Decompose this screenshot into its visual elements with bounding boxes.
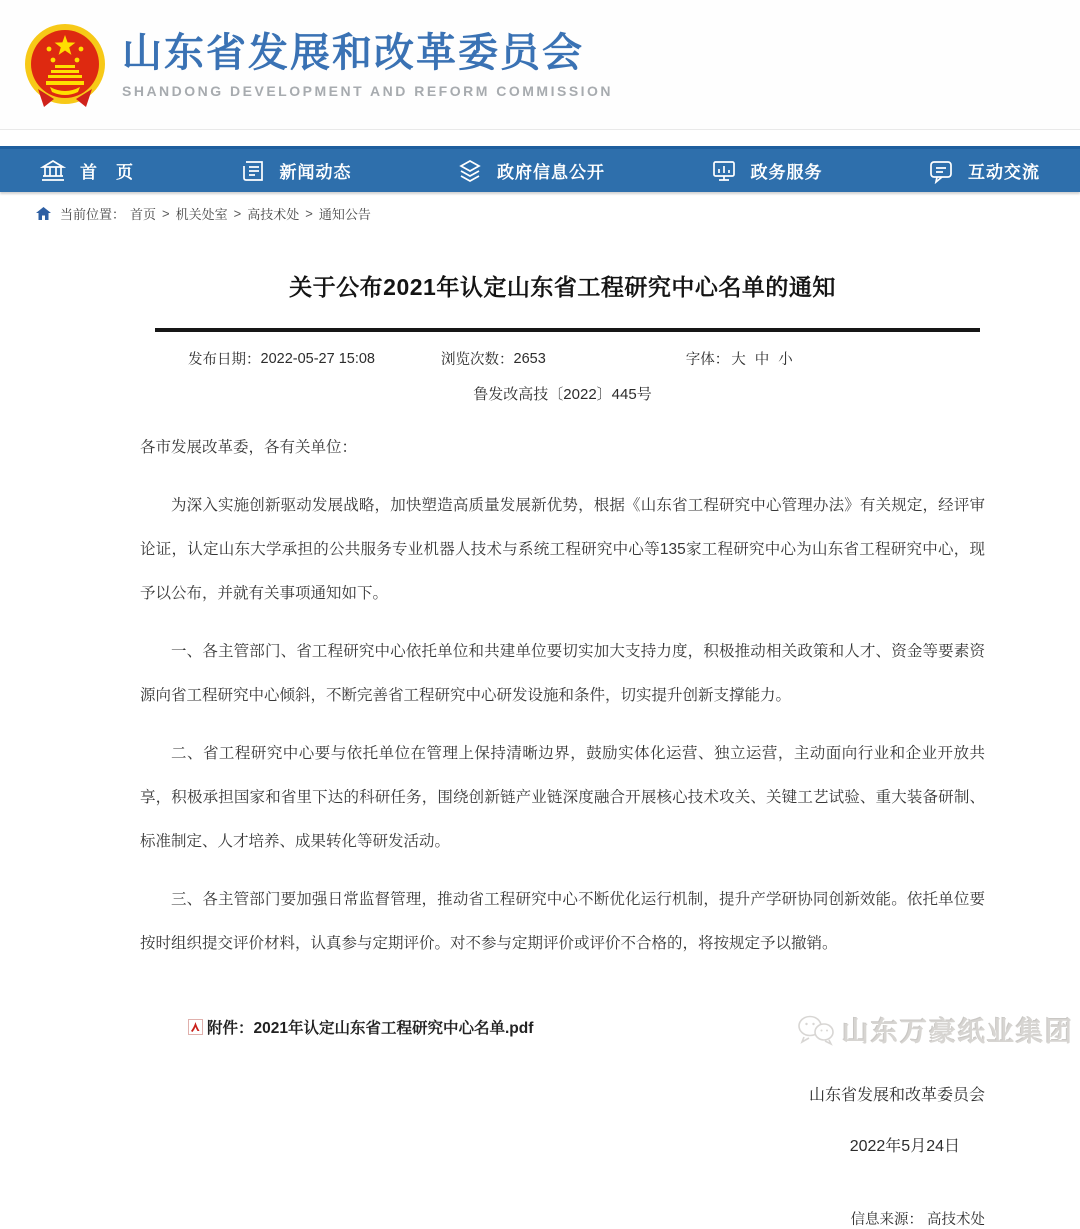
font-size-control <box>686 348 793 369</box>
nav-label-interaction: 互动交流 <box>968 163 1040 182</box>
site-header <box>0 0 1080 130</box>
pdf-icon <box>188 1019 203 1035</box>
breadcrumb-separator: > <box>162 206 170 221</box>
watermark-text: 山东万豪纸业集团 <box>842 1017 1074 1047</box>
nav-label-services: 政务服务 <box>750 163 823 182</box>
breadcrumb-item-offices[interactable]: 机关处室 <box>175 207 228 222</box>
breadcrumb <box>36 204 1080 223</box>
article-body <box>140 426 985 966</box>
chat-icon <box>928 158 954 184</box>
nav-item-news[interactable] <box>240 158 352 184</box>
breadcrumb-item-hightech[interactable]: 高技术处 <box>247 207 300 222</box>
view-count <box>441 348 546 369</box>
monitor-icon <box>711 158 737 184</box>
breadcrumb-item-home[interactable]: 首页 <box>130 207 157 222</box>
newspaper-icon <box>240 158 266 184</box>
attachment-label: 附件： <box>207 1020 254 1037</box>
national-emblem-logo <box>24 23 106 109</box>
article-content <box>140 269 985 1229</box>
attachment-file-link[interactable]: 2021年认定山东省工程研究中心名单.pdf <box>253 1020 534 1037</box>
signature-date: 2022年5月24日 <box>849 1138 960 1155</box>
wechat-icon <box>796 1013 836 1047</box>
nav-item-services[interactable] <box>711 158 823 184</box>
site-title: 山东省发展和改革委员会 <box>122 30 584 75</box>
nav-item-interaction[interactable] <box>928 158 1040 184</box>
publish-date-label: 发布日期： <box>188 352 261 368</box>
nav-item-gov-info[interactable] <box>457 158 605 184</box>
layers-icon <box>457 158 483 184</box>
title-divider <box>155 328 980 332</box>
font-size-large-button[interactable]: 大 <box>731 352 746 368</box>
publish-date <box>188 348 375 369</box>
signature-block <box>140 1082 985 1156</box>
nav-label-news: 新闻动态 <box>279 163 352 182</box>
info-source <box>140 1208 985 1229</box>
paragraph-item-2: 二、省工程研究中心要与依托单位在管理上保持清晰边界，鼓励实体化运营、独立运营，主动面向行业和企业开放共享，积极承担国家和省里下达的科研任务，围绕创新链产业链深度融合开展核心技术攻关、关键工艺试验、重大装备研制、标准制定、人才培养、成果转化等研发活动。 <box>140 745 985 850</box>
view-count-value: 2653 <box>513 350 546 367</box>
site-subtitle-english: SHANDONG DEVELOPMENT AND REFORM COMMISSION <box>122 82 614 99</box>
home-icon <box>36 207 51 220</box>
main-navigation <box>0 146 1080 192</box>
paragraph-item-3: 三、各主管部门要加强日常监督管理，推动省工程研究中心不断优化运行机制，提升产学研协同创新效能。依托单位要按时组织提交评价材料，认真参与定期评价。对不参与定期评价或评价不合格的，将按规定予以撤销。 <box>140 891 985 952</box>
nav-label-home: 首 页 <box>80 163 134 182</box>
document-number: 鲁发改高技〔2022〕445号 <box>473 386 652 403</box>
breadcrumb-prefix: 当前位置： <box>60 207 126 222</box>
paragraph-intro: 为深入实施创新驱动发展战略，加快塑造高质量发展新优势，根据《山东省工程研究中心管理办法》有关规定，经评审论证，认定山东大学承担的公共服务专业机器人技术与系统工程研究中心等135家工程研究中心为山东省工程研究中心，现予以公布，并就有关事项通知如下。 <box>140 497 985 602</box>
article-title: 关于公布2021年认定山东省工程研究中心名单的通知 <box>289 274 836 300</box>
font-size-small-button[interactable]: 小 <box>778 352 793 368</box>
font-size-label: 字体： <box>685 352 730 368</box>
breadcrumb-item-notices[interactable]: 通知公告 <box>318 207 371 222</box>
font-size-medium-button[interactable]: 中 <box>754 352 770 368</box>
publish-date-value: 2022-05-27 15:08 <box>260 350 375 367</box>
watermark <box>796 1010 1074 1049</box>
nav-label-gov-info: 政府信息公开 <box>497 163 605 182</box>
breadcrumb-separator: > <box>305 206 313 221</box>
breadcrumb-separator: > <box>233 206 242 221</box>
bank-icon <box>40 158 66 184</box>
article-meta <box>188 348 985 369</box>
signature-organization: 山东省发展和改革委员会 <box>808 1087 985 1104</box>
salutation: 各市发展改革委，各有关单位： <box>140 439 358 456</box>
info-source-label: 信息来源： <box>850 1212 923 1228</box>
info-source-value: 高技术处 <box>927 1212 985 1228</box>
view-count-label: 浏览次数： <box>441 352 514 368</box>
paragraph-item-1: 一、各主管部门、省工程研究中心依托单位和共建单位要切实加大支持力度，积极推动相关政策和人才、资金等要素资源向省工程研究中心倾斜，不断完善省工程研究中心研发设施和条件，切实提升创新支撑能力。 <box>140 643 985 704</box>
nav-item-home[interactable] <box>40 158 134 184</box>
site-brand <box>122 31 613 99</box>
